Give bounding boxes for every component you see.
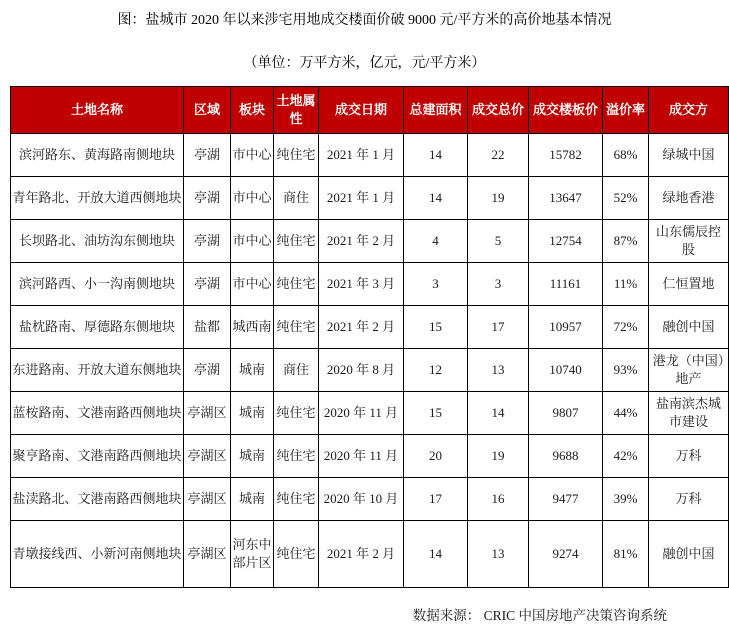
table-cell: 15782 <box>529 134 603 177</box>
table-cell: 融创中国 <box>649 521 729 588</box>
table-cell: 亭湖 <box>184 349 231 392</box>
table-cell: 市中心 <box>231 134 274 177</box>
table-cell: 4 <box>404 220 468 263</box>
table-cell: 市中心 <box>231 263 274 306</box>
table-cell: 17 <box>468 306 529 349</box>
column-header: 成交日期 <box>319 87 404 134</box>
table-cell: 19 <box>468 435 529 478</box>
column-header: 溢价率 <box>603 87 649 134</box>
column-header: 区域 <box>184 87 231 134</box>
table-cell: 绿地香港 <box>649 177 729 220</box>
table-cell: 3 <box>468 263 529 306</box>
table-row <box>11 349 729 392</box>
table-cell: 纯住宅 <box>274 435 319 478</box>
table-cell: 9477 <box>529 478 603 521</box>
table-cell: 盐南滨杰城市建设 <box>649 392 729 435</box>
table-cell: 14 <box>468 392 529 435</box>
table-cell: 72% <box>603 306 649 349</box>
table-cell: 14 <box>404 521 468 588</box>
table-cell: 68% <box>603 134 649 177</box>
table-cell: 39% <box>603 478 649 521</box>
table-cell: 盐枕路南、厚德路东侧地块 <box>11 306 184 349</box>
table-cell: 蓝桉路南、文港南路西侧地块 <box>11 392 184 435</box>
table-cell: 青墩接线西、小新河南侧地块 <box>11 521 184 588</box>
table-cell: 9807 <box>529 392 603 435</box>
table-cell: 12754 <box>529 220 603 263</box>
table-cell: 81% <box>603 521 649 588</box>
column-header: 土地属性 <box>274 87 319 134</box>
figure-unit-subtitle: （单位：万平方米，亿元，元/平方米） <box>243 56 486 71</box>
table-cell: 青年路北、开放大道西侧地块 <box>11 177 184 220</box>
table-cell: 纯住宅 <box>274 306 319 349</box>
column-header: 成交总价 <box>468 87 529 134</box>
table-cell: 山东儒辰控股 <box>649 220 729 263</box>
table-cell: 亭湖区 <box>184 478 231 521</box>
table-cell: 15 <box>404 306 468 349</box>
table-cell: 纯住宅 <box>274 521 319 588</box>
table-row <box>11 435 729 478</box>
table-cell: 河东中部片区 <box>231 521 274 588</box>
table-cell: 13647 <box>529 177 603 220</box>
data-source-note: 数据来源： CRIC 中国房地产决策咨询系统 <box>412 608 667 623</box>
table-row <box>11 263 729 306</box>
table-cell: 5 <box>468 220 529 263</box>
table-header-row <box>11 87 729 134</box>
table-cell: 万科 <box>649 435 729 478</box>
land-deals-table <box>10 86 729 588</box>
table-cell: 2021 年 1 月 <box>319 177 404 220</box>
table-cell: 10740 <box>529 349 603 392</box>
table-cell: 纯住宅 <box>274 220 319 263</box>
table-cell: 12 <box>404 349 468 392</box>
column-header: 成交方 <box>649 87 729 134</box>
table-cell: 城南 <box>231 435 274 478</box>
table-cell: 44% <box>603 392 649 435</box>
table-cell: 10957 <box>529 306 603 349</box>
table-cell: 11% <box>603 263 649 306</box>
table-row <box>11 392 729 435</box>
table-cell: 市中心 <box>231 177 274 220</box>
table-cell: 亭湖区 <box>184 435 231 478</box>
table-cell: 纯住宅 <box>274 263 319 306</box>
table-cell: 城南 <box>231 392 274 435</box>
table-cell: 长坝路北、油坊沟东侧地块 <box>11 220 184 263</box>
table-row <box>11 521 729 588</box>
table-cell: 港龙（中国）地产 <box>649 349 729 392</box>
table-cell: 19 <box>468 177 529 220</box>
table-cell: 亭湖区 <box>184 521 231 588</box>
table-cell: 2021 年 1 月 <box>319 134 404 177</box>
table-cell: 城西南 <box>231 306 274 349</box>
table-cell: 2020 年 11 月 <box>319 435 404 478</box>
table-cell: 万科 <box>649 478 729 521</box>
table-cell: 52% <box>603 177 649 220</box>
table-cell: 3 <box>404 263 468 306</box>
table-cell: 2021 年 2 月 <box>319 306 404 349</box>
table-cell: 城南 <box>231 478 274 521</box>
table-row <box>11 177 729 220</box>
table-cell: 滨河路西、小一沟南侧地块 <box>11 263 184 306</box>
table-cell: 87% <box>603 220 649 263</box>
table-cell: 2020 年 11 月 <box>319 392 404 435</box>
table-cell: 22 <box>468 134 529 177</box>
table-body <box>11 134 729 588</box>
figure-title: 图：盐城市 2020 年以来涉宅用地成交楼面价破 9000 元/平方米的高价地基本情况 <box>117 13 612 28</box>
table-cell: 11161 <box>529 263 603 306</box>
table-cell: 市中心 <box>231 220 274 263</box>
table-cell: 14 <box>404 134 468 177</box>
table-cell: 亭湖 <box>184 177 231 220</box>
table-cell: 亭湖 <box>184 263 231 306</box>
table-cell: 42% <box>603 435 649 478</box>
table-cell: 2021 年 2 月 <box>319 220 404 263</box>
table-cell: 滨河路东、黄海路南侧地块 <box>11 134 184 177</box>
table-cell: 93% <box>603 349 649 392</box>
column-header: 成交楼板价 <box>529 87 603 134</box>
table-cell: 15 <box>404 392 468 435</box>
table-cell: 14 <box>404 177 468 220</box>
table-cell: 仁恒置地 <box>649 263 729 306</box>
table-row <box>11 134 729 177</box>
table-cell: 20 <box>404 435 468 478</box>
table-cell: 2020 年 10 月 <box>319 478 404 521</box>
table-cell: 盐渎路北、文港南路西侧地块 <box>11 478 184 521</box>
table-cell: 亭湖 <box>184 220 231 263</box>
column-header: 总建面积 <box>404 87 468 134</box>
table-cell: 2020 年 8 月 <box>319 349 404 392</box>
column-header: 土地名称 <box>11 87 184 134</box>
table-cell: 商住 <box>274 349 319 392</box>
table-cell: 9274 <box>529 521 603 588</box>
table-cell: 绿城中国 <box>649 134 729 177</box>
table-cell: 亭湖 <box>184 134 231 177</box>
table-row <box>11 306 729 349</box>
table-cell: 融创中国 <box>649 306 729 349</box>
table-cell: 纯住宅 <box>274 478 319 521</box>
table-cell: 13 <box>468 349 529 392</box>
table-cell: 商住 <box>274 177 319 220</box>
table-cell: 2021 年 3 月 <box>319 263 404 306</box>
table-cell: 2021 年 2 月 <box>319 521 404 588</box>
table-cell: 17 <box>404 478 468 521</box>
table-cell: 聚亨路南、文港南路西侧地块 <box>11 435 184 478</box>
table-cell: 盐都 <box>184 306 231 349</box>
table-cell: 城南 <box>231 349 274 392</box>
table-cell: 纯住宅 <box>274 134 319 177</box>
table-cell: 13 <box>468 521 529 588</box>
table-cell: 16 <box>468 478 529 521</box>
table-row <box>11 220 729 263</box>
table-cell: 纯住宅 <box>274 392 319 435</box>
table-row <box>11 478 729 521</box>
table-cell: 亭湖区 <box>184 392 231 435</box>
column-header: 板块 <box>231 87 274 134</box>
table-cell: 9688 <box>529 435 603 478</box>
table-cell: 东进路南、开放大道东侧地块 <box>11 349 184 392</box>
